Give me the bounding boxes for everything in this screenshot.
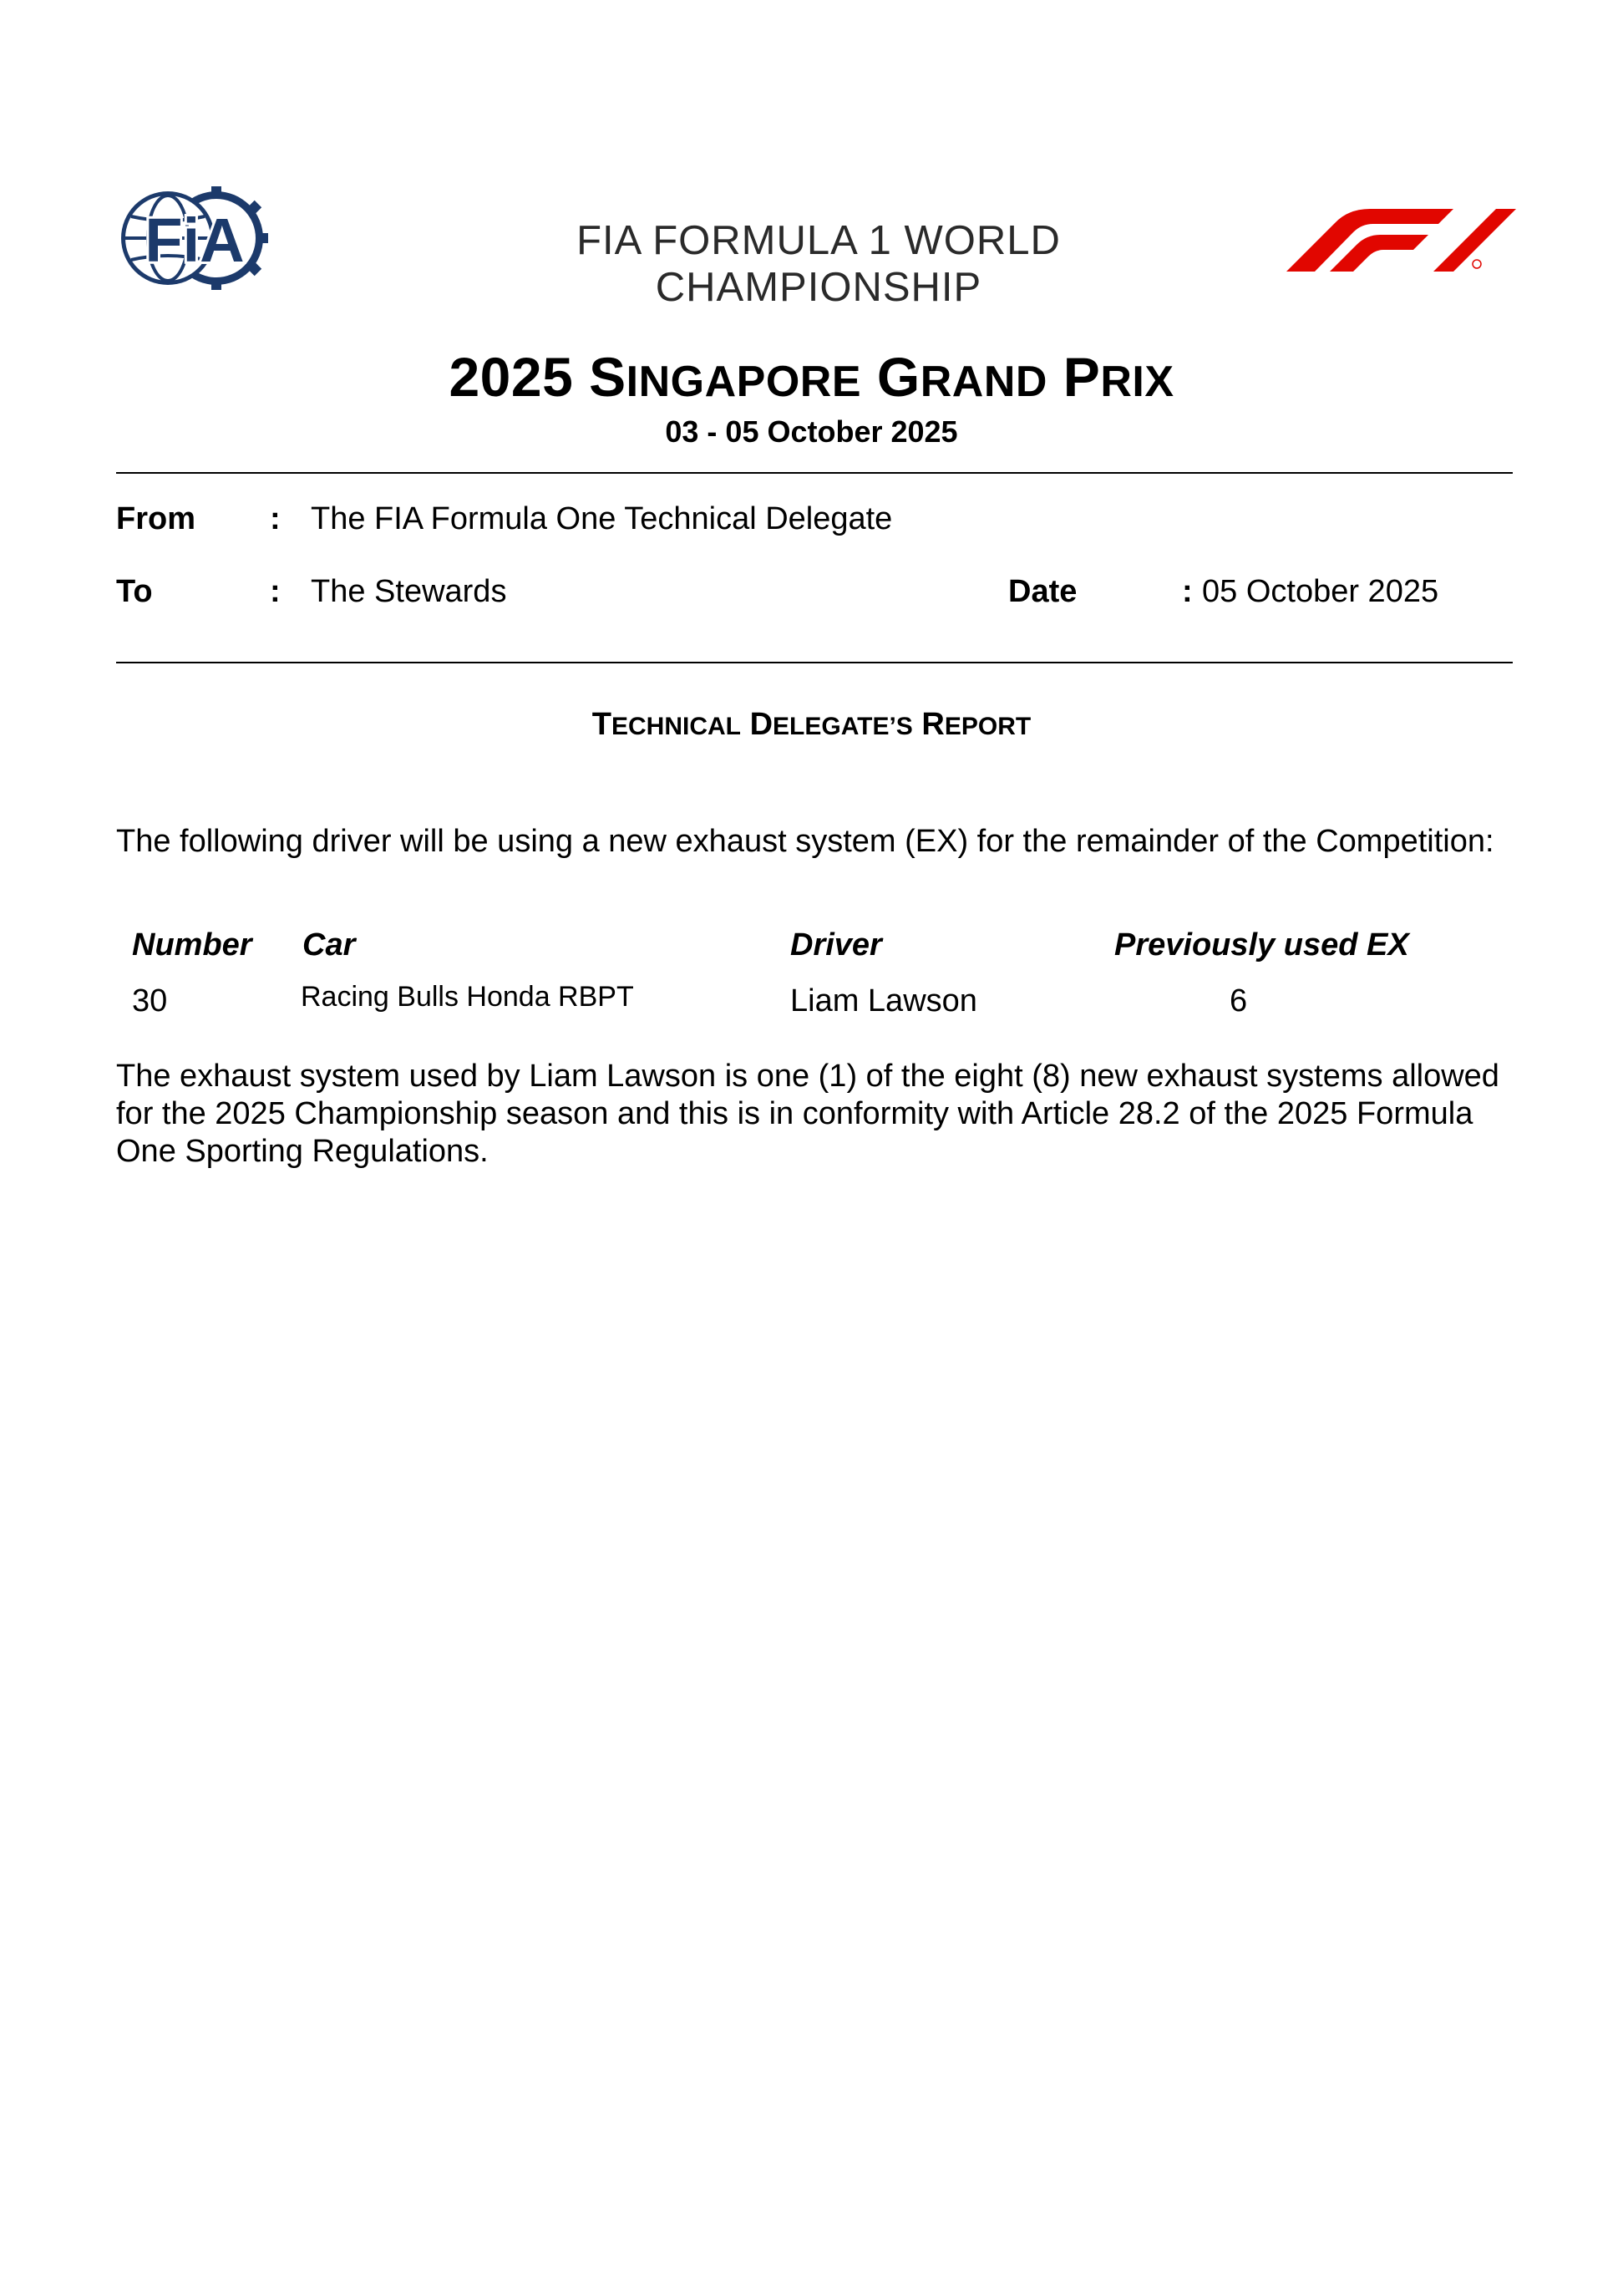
event-year: 2025 [449, 346, 574, 408]
title-word: REPORT [921, 707, 1032, 742]
intro-paragraph: The following driver will be using a new exhaust system (EX) for the remainder of the Competition: [116, 824, 1494, 859]
divider-top [116, 472, 1513, 474]
date-separator: : [1182, 574, 1193, 609]
f1-logo [1286, 209, 1516, 272]
table-header-previously-used: Previously used EX [1114, 927, 1409, 963]
from-value: The FIA Formula One Technical Delegate [311, 501, 893, 536]
title-word: TECHNICAL [591, 707, 741, 742]
registered-icon [1473, 260, 1481, 268]
report-title [0, 707, 1623, 743]
table-cell-driver: Liam Lawson [790, 983, 977, 1018]
date-label: Date [1008, 574, 1078, 609]
to-label: To [116, 574, 153, 609]
table-cell-car: Racing Bulls Honda RBPT [301, 981, 634, 1013]
title-word: DELEGATE’S [749, 707, 913, 742]
svg-text:FiA: FiA [145, 206, 245, 275]
conclusion-paragraph: The exhaust system used by Liam Lawson is one (1) of the eight (8) new exhaust systems allowed for the 2025 Championship season and this is in conformity with Article 28.2 of the 2025 Formula One Sporting Regulations. [116, 1059, 1499, 1169]
divider-bottom [116, 662, 1513, 663]
f1-mark-icon [1286, 209, 1516, 272]
date-value: 05 October 2025 [1202, 574, 1439, 609]
from-separator: : [270, 501, 281, 536]
table-cell-previously-used: 6 [1230, 983, 1248, 1018]
event-dates: 03 - 05 October 2025 [665, 414, 958, 449]
championship-banner: FIA FORMULA 1 WORLD CHAMPIONSHIP [576, 218, 1061, 310]
event-title [0, 345, 1623, 409]
from-label: From [116, 501, 195, 536]
event-word: GRAND [876, 346, 1047, 408]
table-header-number: Number [132, 927, 252, 963]
table-cell-number: 30 [132, 983, 168, 1018]
fia-logo [114, 185, 273, 292]
table-header-car: Car [302, 927, 356, 963]
to-separator: : [270, 574, 281, 609]
table-header-driver: Driver [790, 927, 882, 963]
event-word: SINGAPORE [589, 346, 862, 408]
to-value: The Stewards [311, 574, 507, 609]
event-word: PRIX [1063, 346, 1174, 408]
